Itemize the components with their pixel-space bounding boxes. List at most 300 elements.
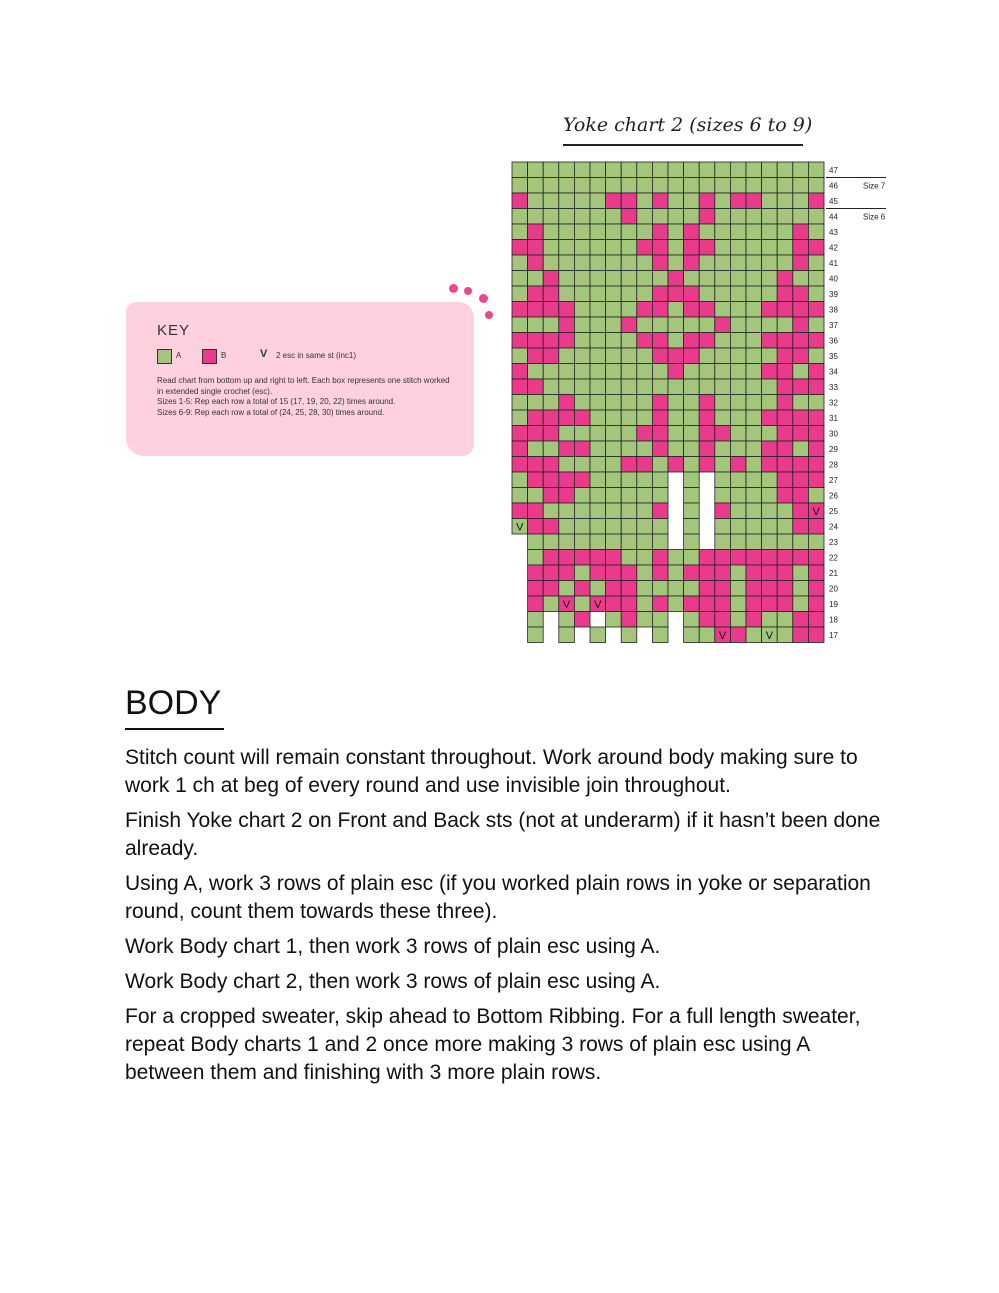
chart-cell	[808, 426, 824, 442]
chart-cell	[777, 410, 793, 426]
chart-cell	[574, 162, 590, 178]
chart-cell	[777, 317, 793, 333]
chart-cell	[730, 426, 746, 442]
chart-cell	[684, 550, 700, 566]
chart-cell	[621, 240, 637, 256]
chart-cell	[684, 240, 700, 256]
chart-cell	[793, 503, 809, 519]
chart-cell	[637, 426, 653, 442]
chart-cell	[637, 162, 653, 178]
chart-cell	[652, 348, 668, 364]
chart-cell	[699, 240, 715, 256]
chart-cell	[637, 364, 653, 380]
chart-cell	[528, 581, 544, 597]
chart-cell	[793, 255, 809, 271]
chart-cell	[559, 317, 575, 333]
chart-cell	[762, 596, 778, 612]
chart-cell	[590, 565, 606, 581]
increase-mark: V	[562, 599, 571, 612]
chart-cell	[512, 255, 528, 271]
chart-cell	[684, 426, 700, 442]
chart-cell	[808, 565, 824, 581]
chart-cell	[528, 426, 544, 442]
chart-cell	[606, 426, 622, 442]
chart-cell	[668, 224, 684, 240]
chart-cell	[621, 333, 637, 349]
chart-cell	[762, 348, 778, 364]
chart-cell	[746, 224, 762, 240]
chart-cell	[559, 162, 575, 178]
chart-cell	[746, 271, 762, 287]
chart-cell	[699, 286, 715, 302]
chart-cell	[762, 550, 778, 566]
chart-cell	[574, 519, 590, 535]
chart-cell	[808, 410, 824, 426]
body-heading: BODY	[125, 684, 222, 722]
chart-cell	[715, 503, 731, 519]
chart-cell	[668, 441, 684, 457]
chart-cell	[574, 379, 590, 395]
chart-cell	[559, 503, 575, 519]
chart-cell	[730, 565, 746, 581]
chart-cell	[652, 503, 668, 519]
chart-cell	[808, 441, 824, 457]
chart-cell	[652, 426, 668, 442]
chart-cell	[621, 395, 637, 411]
chart-cell	[637, 302, 653, 318]
chart-cell	[512, 364, 528, 380]
chart-cell	[684, 395, 700, 411]
chart-cell	[668, 209, 684, 225]
row-number: 35	[829, 352, 838, 362]
chart-cell	[684, 255, 700, 271]
row-number: 28	[829, 460, 838, 470]
chart-cell	[762, 317, 778, 333]
chart-cell	[637, 317, 653, 333]
row-number: 44	[829, 212, 838, 222]
chart-cell	[762, 457, 778, 473]
chart-cell	[590, 581, 606, 597]
chart-cell	[793, 581, 809, 597]
row-number: 23	[829, 538, 838, 548]
chart-cell	[528, 596, 544, 612]
chart-cell	[684, 612, 700, 628]
chart-cell	[746, 534, 762, 550]
chart-cell	[715, 472, 731, 488]
chart-cell	[559, 534, 575, 550]
chart-cell	[606, 488, 622, 504]
chart-cell	[621, 317, 637, 333]
chart-cell	[746, 565, 762, 581]
chart-cell	[574, 534, 590, 550]
chart-cell	[590, 317, 606, 333]
chart-cell	[606, 534, 622, 550]
chart-cell	[606, 441, 622, 457]
chart-cell	[793, 395, 809, 411]
chart-cell	[637, 255, 653, 271]
chart-cell	[621, 472, 637, 488]
chart-cell	[559, 472, 575, 488]
chart-cell	[777, 162, 793, 178]
chart-cell	[590, 286, 606, 302]
chart-cell	[793, 193, 809, 209]
chart-cell	[762, 581, 778, 597]
chart-cell	[777, 581, 793, 597]
chart-cell	[606, 519, 622, 535]
chart-cell	[777, 286, 793, 302]
chart-cell	[808, 612, 824, 628]
chart-cell	[730, 472, 746, 488]
chart-cell	[684, 178, 700, 194]
chart-cell	[762, 209, 778, 225]
chart-cell	[730, 317, 746, 333]
chart-cell	[730, 581, 746, 597]
chart-cell	[652, 302, 668, 318]
chart-cell	[715, 209, 731, 225]
chart-cell	[512, 193, 528, 209]
chart-cell	[574, 286, 590, 302]
decor-dot	[479, 294, 488, 303]
decor-dot	[449, 284, 458, 293]
chart-cell	[715, 457, 731, 473]
body-paragraph: Using A, work 3 rows of plain esc (if you worked plain rows in yoke or separation round, count them towards these three).	[125, 872, 871, 923]
chart-cell	[543, 565, 559, 581]
chart-cell	[528, 441, 544, 457]
chart-cell	[715, 271, 731, 287]
increase-symbol: V	[260, 348, 268, 360]
chart-cell	[559, 410, 575, 426]
chart-cell	[528, 286, 544, 302]
chart-cell	[621, 271, 637, 287]
chart-cell	[574, 612, 590, 628]
chart-cell	[652, 612, 668, 628]
chart-cell	[574, 178, 590, 194]
chart-cell	[684, 271, 700, 287]
chart-cell	[543, 348, 559, 364]
chart-cell	[793, 271, 809, 287]
chart-cell	[730, 519, 746, 535]
chart-cell	[574, 348, 590, 364]
chart-cell	[793, 612, 809, 628]
chart-cell	[543, 240, 559, 256]
chart-cell	[808, 519, 824, 535]
chart-cell	[559, 519, 575, 535]
chart-cell	[528, 348, 544, 364]
chart-cell	[746, 178, 762, 194]
swatch-b-icon	[202, 349, 217, 364]
chart-cell	[574, 224, 590, 240]
chart-cell	[637, 379, 653, 395]
chart-cell	[606, 565, 622, 581]
chart-cell	[715, 224, 731, 240]
chart-cell	[777, 534, 793, 550]
chart-cell	[574, 488, 590, 504]
chart-cell	[715, 348, 731, 364]
chart-cell	[528, 472, 544, 488]
chart-cell	[699, 255, 715, 271]
size-marker-label: Size 6	[863, 212, 886, 222]
chart-cell	[590, 333, 606, 349]
chart-cell	[606, 550, 622, 566]
chart-cell	[652, 333, 668, 349]
chart-cell	[715, 286, 731, 302]
chart-cell	[699, 178, 715, 194]
chart-cell	[590, 224, 606, 240]
chart-cell	[637, 286, 653, 302]
chart-cell	[730, 209, 746, 225]
chart-cell	[574, 410, 590, 426]
chart-cell	[574, 209, 590, 225]
chart-cell	[668, 255, 684, 271]
chart-cell	[543, 457, 559, 473]
chart-cell	[606, 472, 622, 488]
chart-cell	[746, 410, 762, 426]
chart-cell	[793, 596, 809, 612]
increase-mark: V	[765, 630, 774, 643]
chart-cell	[715, 596, 731, 612]
chart-cell	[746, 255, 762, 271]
row-number: 46	[829, 181, 838, 191]
row-number: 39	[829, 290, 838, 300]
body-paragraph: Work Body chart 1, then work 3 rows of plain esc using A.	[125, 935, 661, 958]
chart-cell	[699, 162, 715, 178]
chart-cell	[808, 209, 824, 225]
chart-cell	[559, 441, 575, 457]
chart-cell	[652, 472, 668, 488]
chart-cell	[668, 178, 684, 194]
chart-cell	[762, 534, 778, 550]
chart-cell	[574, 317, 590, 333]
chart-cell	[574, 193, 590, 209]
chart-cell	[528, 224, 544, 240]
chart-cell	[684, 193, 700, 209]
chart-cell	[762, 178, 778, 194]
chart-cell	[528, 193, 544, 209]
chart-cell	[793, 550, 809, 566]
chart-cell	[590, 302, 606, 318]
chart-cell	[637, 395, 653, 411]
chart-cell	[559, 488, 575, 504]
chart-cell	[528, 565, 544, 581]
chart-cell	[652, 395, 668, 411]
chart-cell	[621, 379, 637, 395]
chart-cell	[528, 364, 544, 380]
chart-cell	[528, 271, 544, 287]
chart-cell	[730, 410, 746, 426]
chart-cell	[808, 627, 824, 643]
chart-cell	[621, 162, 637, 178]
chart-cell	[777, 379, 793, 395]
chart-cell	[543, 286, 559, 302]
chart-cell	[793, 472, 809, 488]
increase-mark: V	[812, 506, 820, 519]
chart-cell	[543, 193, 559, 209]
chart-cell	[637, 193, 653, 209]
chart-cell	[574, 550, 590, 566]
chart-cell	[730, 178, 746, 194]
chart-cell	[652, 550, 668, 566]
chart-cell	[621, 534, 637, 550]
chart-cell	[621, 364, 637, 380]
chart-cell	[715, 565, 731, 581]
chart-cell	[699, 224, 715, 240]
chart-cell	[762, 565, 778, 581]
chart-cell	[777, 426, 793, 442]
chart-cell	[637, 224, 653, 240]
chart-cell	[808, 333, 824, 349]
chart-cell	[590, 364, 606, 380]
chart-cell	[528, 519, 544, 535]
chart-cell	[637, 441, 653, 457]
chart-cell	[543, 379, 559, 395]
chart-cell	[699, 457, 715, 473]
chart-cell	[793, 348, 809, 364]
chart-cell	[808, 317, 824, 333]
chart-cell	[574, 596, 590, 612]
chart-cell	[715, 519, 731, 535]
row-number: 43	[829, 228, 838, 238]
chart-cell	[621, 209, 637, 225]
chart-cell	[777, 193, 793, 209]
chart-cell	[808, 178, 824, 194]
chart-cell	[590, 519, 606, 535]
chart-cell	[559, 565, 575, 581]
chart-cell	[637, 472, 653, 488]
chart-cell	[730, 224, 746, 240]
chart-cell	[574, 503, 590, 519]
chart-cell	[746, 612, 762, 628]
chart-cell	[808, 364, 824, 380]
chart-cell	[637, 209, 653, 225]
chart-cell	[684, 364, 700, 380]
chart-cell	[808, 395, 824, 411]
chart-cell	[730, 395, 746, 411]
chart-cell	[715, 612, 731, 628]
chart-cell	[808, 534, 824, 550]
chart-cell	[621, 550, 637, 566]
row-number: 20	[829, 584, 838, 594]
chart-cell	[590, 395, 606, 411]
chart-cell	[574, 364, 590, 380]
chart-cell	[559, 271, 575, 287]
chart-cell	[777, 178, 793, 194]
chart-cell	[574, 457, 590, 473]
chart-cell	[512, 302, 528, 318]
chart-cell	[746, 395, 762, 411]
chart-cell	[652, 596, 668, 612]
chart-cell	[543, 519, 559, 535]
chart-cell	[543, 364, 559, 380]
chart-cell	[543, 178, 559, 194]
chart-cell	[730, 596, 746, 612]
chart-cell	[746, 348, 762, 364]
chart-cell	[637, 534, 653, 550]
chart-cell	[574, 472, 590, 488]
chart-cell	[559, 224, 575, 240]
chart-cell	[808, 255, 824, 271]
chart-cell	[762, 503, 778, 519]
chart-cell	[808, 302, 824, 318]
chart-cell	[559, 379, 575, 395]
chart-cell	[512, 457, 528, 473]
chart-cell	[730, 302, 746, 318]
row-number: 47	[829, 166, 838, 176]
body-paragraph: For a cropped sweater, skip ahead to Bottom Ribbing. For a full length sweater, repeat Body charts 1 and 2 once more making 3 rows of plain esc using A between them and finishing with 3 more plain rows.	[125, 1005, 861, 1084]
chart-cell	[574, 240, 590, 256]
chart-cell	[762, 224, 778, 240]
chart-cell	[621, 565, 637, 581]
chart-cell	[715, 178, 731, 194]
chart-cell	[730, 503, 746, 519]
chart-cell	[793, 302, 809, 318]
chart-cell	[668, 240, 684, 256]
chart-cell	[684, 503, 700, 519]
chart-cell	[652, 286, 668, 302]
chart-cell	[684, 627, 700, 643]
chart-cell	[684, 519, 700, 535]
chart-cell	[543, 162, 559, 178]
chart-cell	[590, 240, 606, 256]
chart-cell	[762, 379, 778, 395]
chart-cell	[543, 395, 559, 411]
chart-cell	[699, 565, 715, 581]
chart-cell	[668, 302, 684, 318]
chart-cell	[777, 441, 793, 457]
chart-cell	[652, 534, 668, 550]
chart-cell	[730, 255, 746, 271]
chart-cell	[730, 550, 746, 566]
chart-cell	[528, 550, 544, 566]
chart-cell	[777, 565, 793, 581]
chart-cell	[512, 162, 528, 178]
chart-cell	[699, 364, 715, 380]
chart-cell	[762, 240, 778, 256]
chart-cell	[793, 627, 809, 643]
row-number: 24	[829, 522, 838, 532]
body-paragraph: Stitch count will remain constant throughout. Work around body making sure to work 1 ch at beg of every round and use invisible join throughout.	[125, 746, 858, 797]
chart-cell	[637, 519, 653, 535]
chart-cell	[746, 441, 762, 457]
chart-cell	[637, 488, 653, 504]
chart-cell	[543, 333, 559, 349]
chart-cell	[684, 348, 700, 364]
chart-cell	[652, 457, 668, 473]
chart-cell	[637, 457, 653, 473]
chart-cell	[590, 550, 606, 566]
chart-cell	[590, 379, 606, 395]
chart-cell	[512, 333, 528, 349]
chart-cell	[699, 193, 715, 209]
chart-cell	[730, 348, 746, 364]
chart-cell	[528, 255, 544, 271]
chart-cell	[684, 209, 700, 225]
chart-cell	[668, 162, 684, 178]
chart-cell	[684, 410, 700, 426]
chart-cell	[637, 550, 653, 566]
chart-cell	[574, 302, 590, 318]
chart-cell	[668, 596, 684, 612]
chart-cell	[793, 286, 809, 302]
row-number: 22	[829, 553, 838, 563]
chart-cell	[668, 581, 684, 597]
body-paragraph: Work Body chart 2, then work 3 rows of plain esc using A.	[125, 970, 661, 993]
chart-cell	[559, 286, 575, 302]
chart-cell	[574, 426, 590, 442]
chart-cell	[730, 271, 746, 287]
chart-cell	[668, 565, 684, 581]
chart-cell	[808, 348, 824, 364]
chart-cell	[543, 271, 559, 287]
